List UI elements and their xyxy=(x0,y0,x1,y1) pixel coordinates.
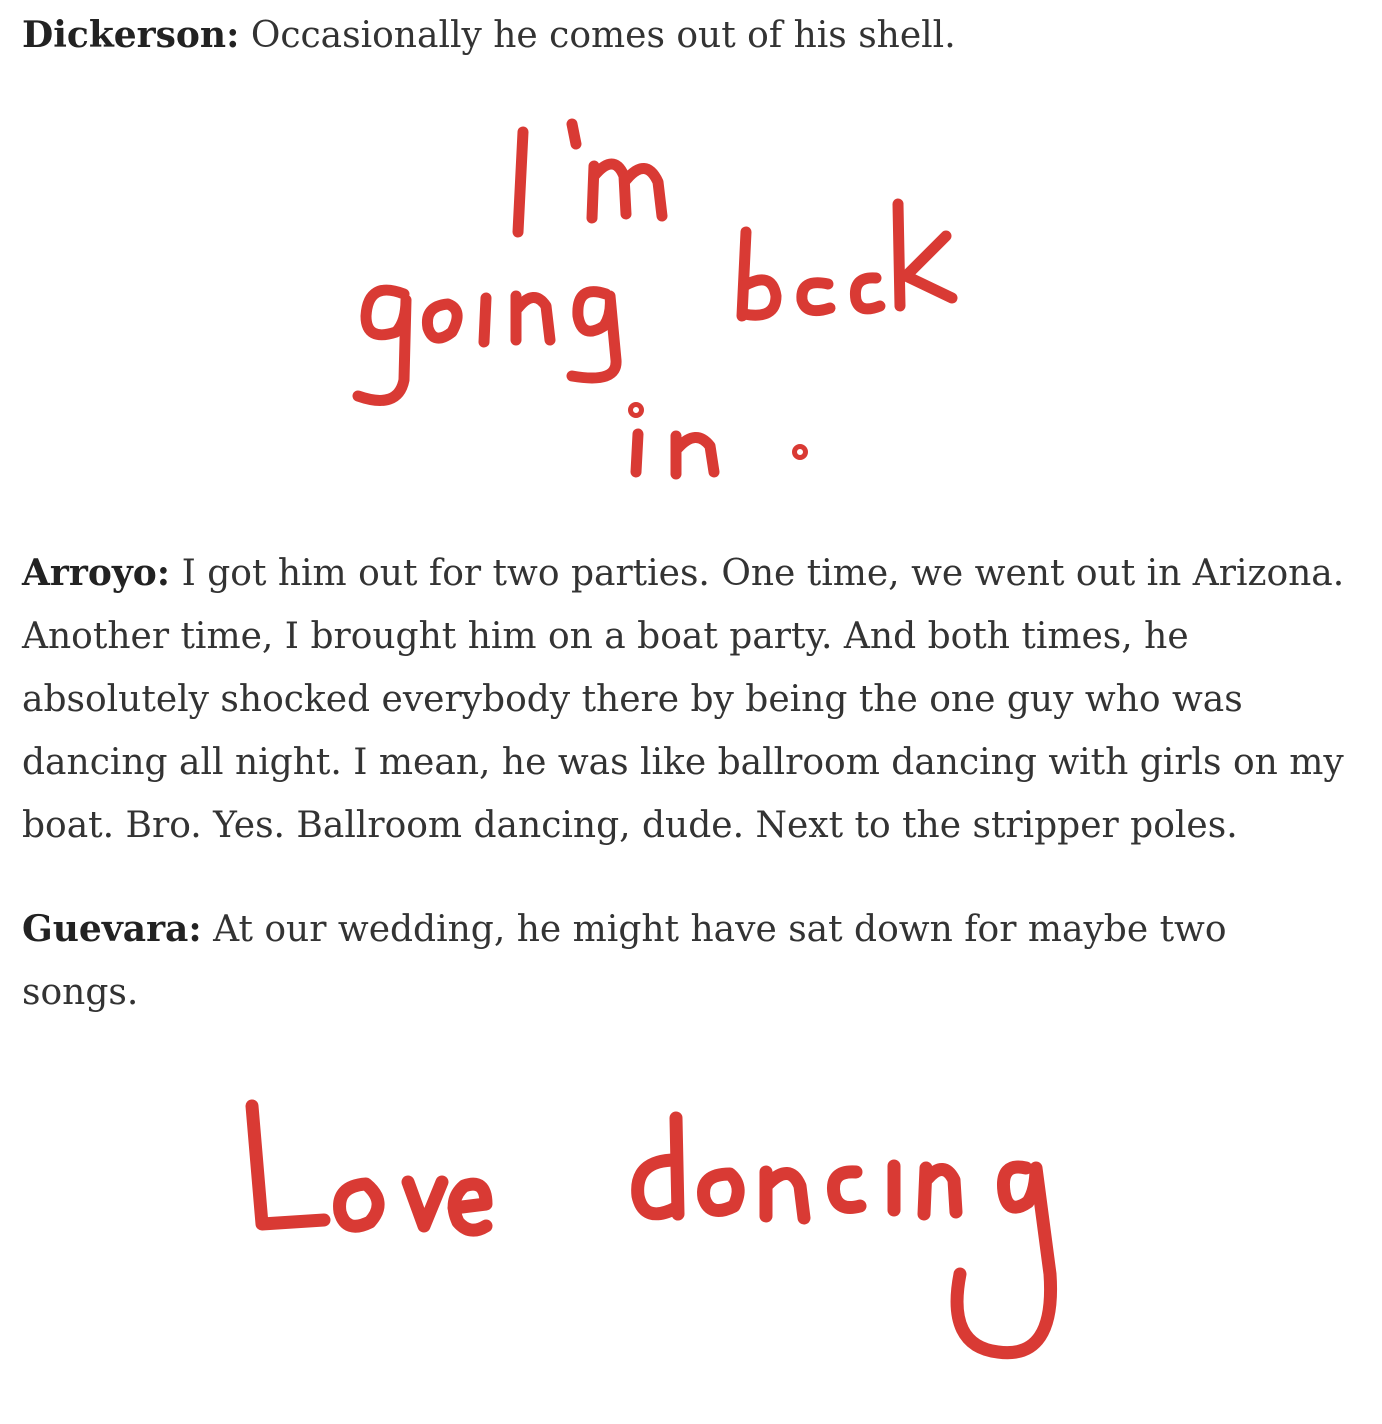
handwriting-drawing-2 xyxy=(230,1090,1090,1390)
quote-text: Occasionally he comes out of his shell. xyxy=(250,15,956,56)
speaker-name: Dickerson: xyxy=(22,14,240,56)
quote-arroyo xyxy=(22,542,1352,857)
handwritten-note-going-back-in xyxy=(340,110,980,490)
quote-guevara xyxy=(22,898,1352,1024)
quote-text: I got him out for two parties. One time, we went out in Arizona. Another time, I brought him on a boat party. And both times, he absolutely shocked everybody there by being the one guy who was dancing all night. I mean, he was like ballroom dancing with girls on my boat. Bro. Yes. Ballroom dancing, dude. Next to the stripper poles. xyxy=(22,553,1345,846)
speaker-name: Arroyo: xyxy=(22,552,171,594)
quote-dickerson xyxy=(22,4,1352,67)
handwriting-drawing-1 xyxy=(340,110,980,490)
handwritten-note-love-dancing xyxy=(230,1090,1090,1390)
quote-text: At our wedding, he might have sat down for maybe two songs. xyxy=(22,909,1227,1013)
speaker-name: Guevara: xyxy=(22,908,202,950)
